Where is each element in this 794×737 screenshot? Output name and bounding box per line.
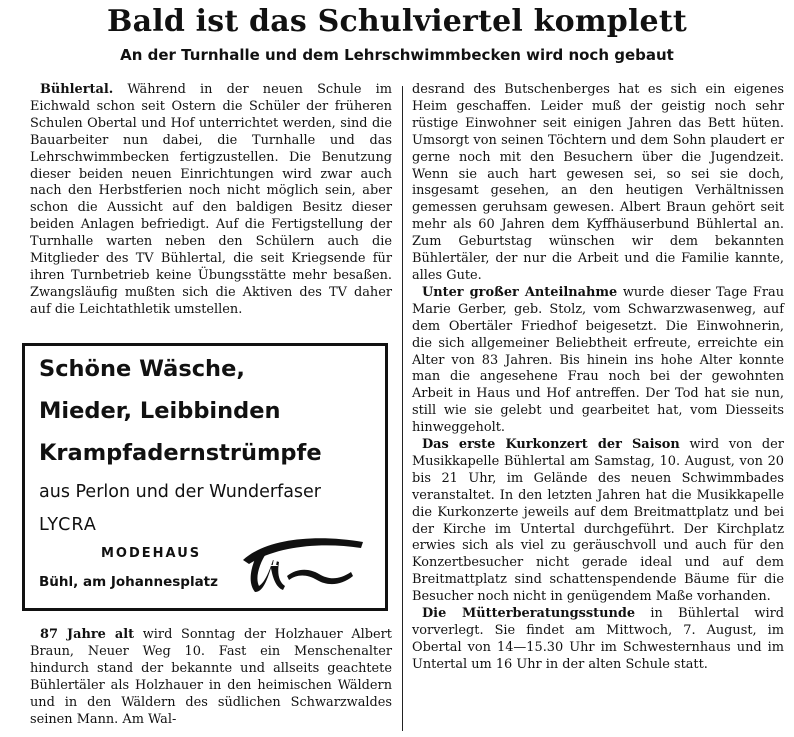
article-concert-text: wird von der Musikkapelle Bühlertal am Samstag, 10. August, von 20 bis 21 Uhr, im Gelände des neuen Schwimmbades veranstaltet. In den letzten Jahren hat die Musikkapelle die Kurkonzerte jeweils auf dem Breitmattplatz und bei der Kirche im Untertal durchgeführt. Der Kirchplatz erwies sich als viel zu geräuschvoll und auch für den Konzertbesucher nicht gerade ideal und auf dem Breitmattplatz sind schattenspendende Bäume für die Besucher noch nicht in genügendem Maße vorhanden. <box>412 437 784 605</box>
article-birthday-continued: desrand des Butschenberges hat es sich ein eigenes Heim geschaffen. Leider muß der geistig noch sehr rüstige Einwohner seit einigen Jahren das Bett hüten. Umsorgt von seinen Töchtern und dem Sohn plaudert er gerne noch mit den Besuchern über die Jugendzeit. Wenn sie auch hart gewesen sei, so sei sie doch, insgesamt gesehen, an den heutigen Verhältnissen gemessen geruhsam gewesen. Albert Braun gehört seit mehr als 60 Jahren dem Kyffhäuserbund Bühlertal an. Zum Geburtstag wünschen wir dem bekannten Bühlertäler, der nur die Arbeit und die Familie kannte, alles Gute. <box>412 82 784 283</box>
headline: Bald ist das Schulviertel komplett <box>107 4 687 39</box>
article-concert <box>412 437 784 606</box>
article-birthday <box>30 627 392 728</box>
article-counsel-lead: Die Mütterberatungsstunde <box>422 606 636 622</box>
article-counsel-text: in Bühlertal wird vorverlegt. Sie findet am Mittwoch, 7. August, im Obertal von 14—15.30 Uhr im Schwesternhaus und im Untertal um 16 Uhr in der alten Schule statt. <box>412 606 784 672</box>
ad-line-5: LYCRA <box>39 515 97 535</box>
column-divider <box>402 86 403 731</box>
article-school <box>30 82 392 319</box>
article-birthday-lead: 87 Jahre alt <box>40 627 135 642</box>
article-school-text: Während in der neuen Schule im Eichwald schon seit Ostern die Schüler der früheren Schulen Obertal und Hof unterrichtet werden, sind die Bauarbeiter nun dabei, die Turnhalle und das Lehrschwimmbecken fertigzustellen. Die Benutzung dieser beiden neuen Einrichtungen wird zwar auch nach den Herbstferien noch nicht möglich sein, aber schon die Aussicht auf den baldigen Besitz dieser beiden Anlagen befriedigt. Auf die Fertigstellung der Turnhalle warten neben den Schülern auch die Mitglieder des TV Bühlertal, die seit Kriegsende für ihren Turnbetrieb keine Übungsstätte mehr besaßen. Zwangsläufig mußten sich die Aktiven des TV daher auf die Leichtathletik umstellen. <box>30 82 392 317</box>
article-funeral <box>412 285 784 437</box>
right-column <box>412 82 784 674</box>
ad-line-2: Mieder, Leibbinden <box>39 398 281 424</box>
left-column-lower <box>30 627 392 728</box>
ad-line-3: Krampfadernstrümpfe <box>39 440 322 466</box>
article-funeral-lead: Unter großer Anteilnahme <box>422 284 618 300</box>
logo-text: Hauß <box>271 550 327 571</box>
advertisement <box>22 343 388 611</box>
article-concert-lead: Das erste Kurkonzert der Saison <box>422 437 680 453</box>
ad-line-4: aus Perlon und der Wunderfaser <box>39 482 321 502</box>
subheadline: An der Turnhalle und dem Lehrschwimmbecken wird noch gebaut <box>120 46 674 64</box>
article-birthday-text-left: wird Sonntag der Holzhauer Albert Braun, Neuer Weg 10. Fast ein Menschenalter hindurch stand der bekannte und allseits geachtete Bühlertäler als Holzhauer in den heimischen Wäldern und in den Wäldern des südlichen Schwarzwaldes seinen Mann. Am Wal- <box>30 627 392 727</box>
article-funeral-text: wurde dieser Tage Frau Marie Gerber, geb. Stolz, vom Schwarzwasenweg, auf dem Obertäler Friedhof beigesetzt. Die Einwohnerin, die sich allgemeiner Beliebtheit erfreute, erreichte ein Alter von 83 Jahren. Bis hinein ins hohe Alter konnte man die angesehene Frau noch bei der gewohnten Arbeit in Haus und Hof antreffen. Der Tod hat sie nun, still wie sie gelebt und gearbeitet hat, vom Diesseits hinweggeholt. <box>412 284 784 436</box>
ad-shop-name: MODEHAUS <box>101 546 202 561</box>
article-school-lead: Bühlertal. <box>40 82 114 97</box>
article-counsel <box>412 606 784 674</box>
ad-line-1: Schöne Wäsche, <box>39 356 245 382</box>
modehaus-logo <box>237 532 367 596</box>
left-column <box>30 82 392 319</box>
ad-address: Bühl, am Johannesplatz <box>39 574 218 590</box>
